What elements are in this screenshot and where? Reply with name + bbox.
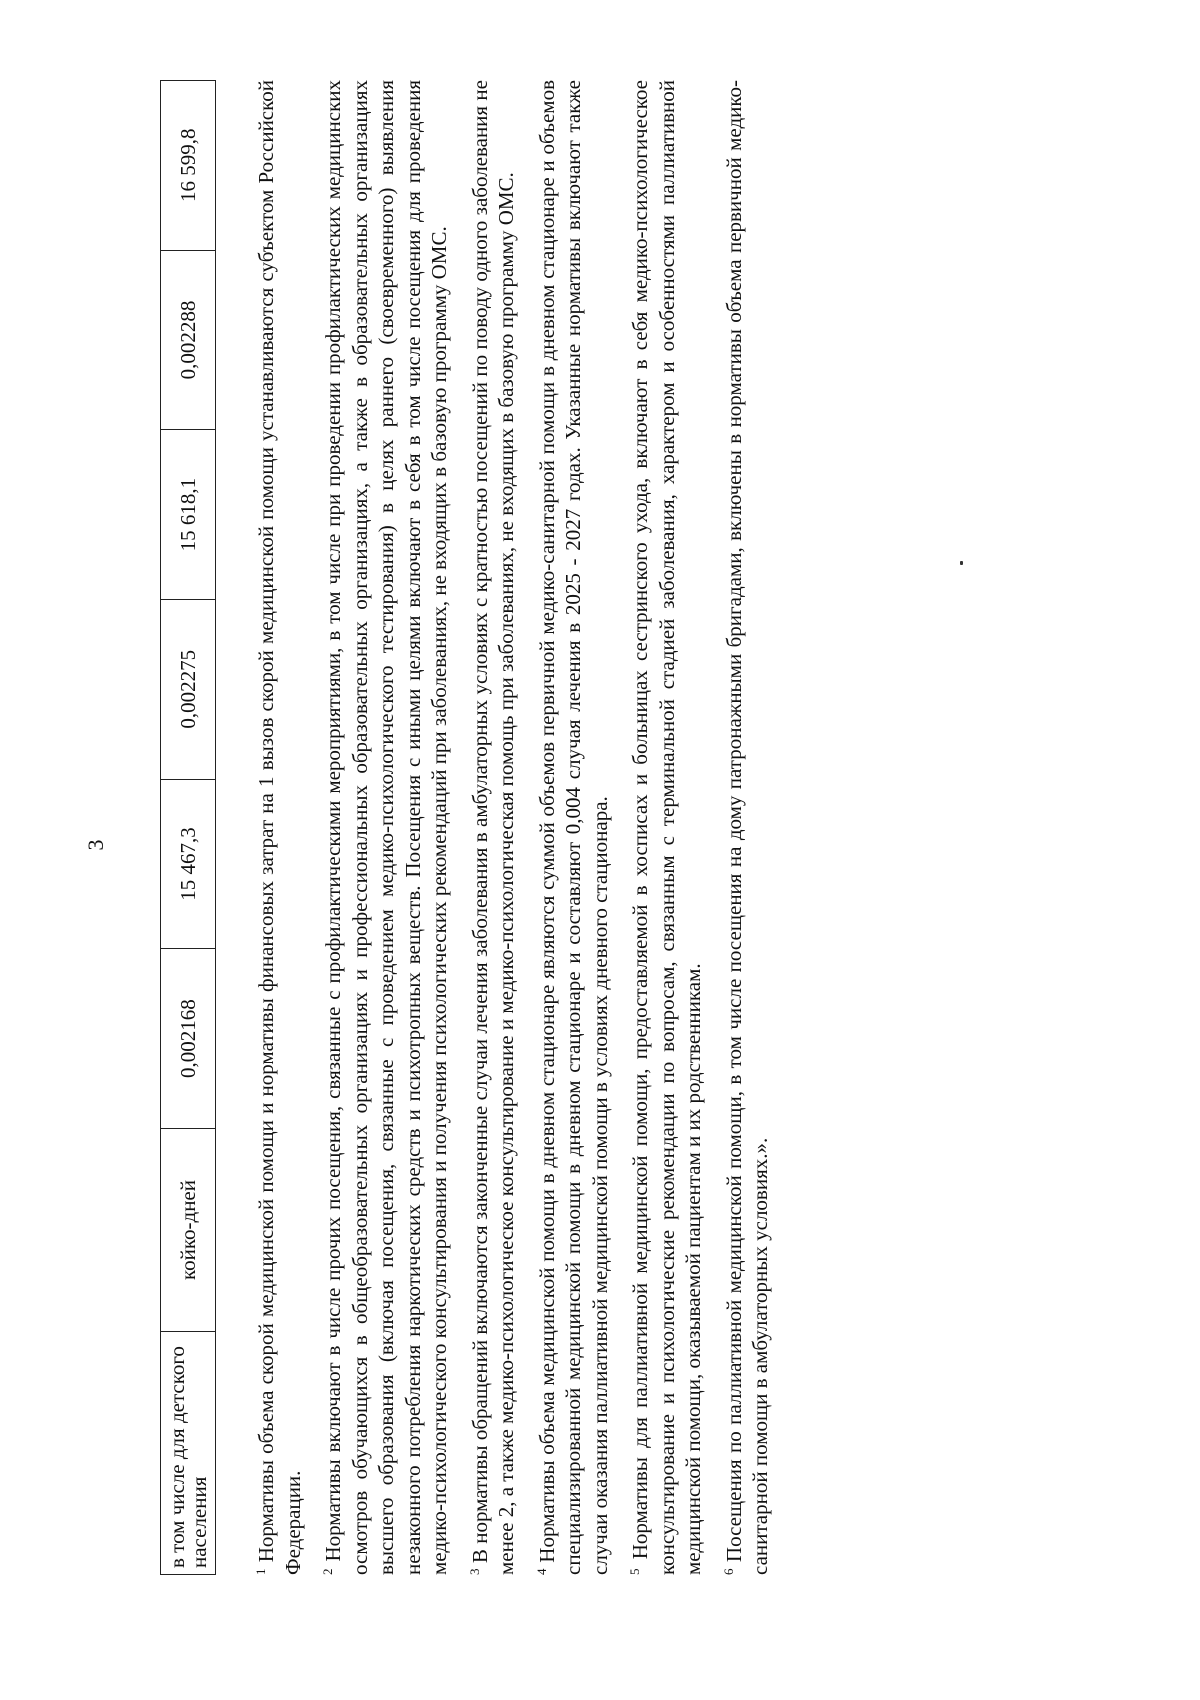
footnote-text: Посещения по паллиативной медицинской помощи, в том числе посещения на дому патронажными бригадами, включены в нормативы объема первичной медико-санитарной помощи в амбулаторных условиях.». bbox=[721, 80, 772, 1575]
footnote-text: Нормативы для паллиативной медицинской помощи, предоставляемой в хосписах и больницах сестринского ухода, включают в себя медико-психологическое консультирование и психологические рекомендации по вопросам, связанным с терминальной стадией заболевания, характером и особенностями паллиативной медицинской помощи, оказываемой пациентам и их родственникам. bbox=[628, 80, 705, 1575]
footnote-mark: 6 bbox=[720, 1568, 736, 1575]
footnote-mark: 4 bbox=[533, 1568, 549, 1575]
footnote-text: В нормативы обращений включаются законченные случаи лечения заболевания в амбулаторных условиях с кратностью посещений по поводу одного заболевания не менее 2, а также медико-психологическое консультирование и медико-психологическая помощь при заболеваниях, не входящих в базовую программу ОМС. bbox=[467, 80, 518, 1575]
footnote-5 bbox=[627, 80, 707, 1575]
table-cell: 16 599,8 bbox=[161, 81, 216, 251]
footnote-2 bbox=[320, 80, 453, 1575]
table-cell: 0,002168 bbox=[161, 949, 216, 1129]
norms-table bbox=[160, 80, 216, 1575]
scan-speck bbox=[960, 561, 963, 565]
row-label: в том числе для детского населения bbox=[161, 1332, 216, 1575]
footnote-text: Нормативы включают в числе прочих посещения, связанные с профилактическими мероприятиями, в том числе при проведении профилактических медицинских осмотров обучающихся в общеобразовательных организациях и профессиональных образовательных организациях, а также в образовательных организациях высшего образования (включая посещения, связанные с проведением медико-психологического тестирования) в целях раннего (своевременного) выявления незаконного потребления наркотических средств и психотропных веществ. Посещения с иными целями включают в себя в том числе посещения для проведения медико-психологического консультирования и получения психологических рекомендаций при заболеваниях, не входящих в базовую программу ОМС. bbox=[321, 79, 451, 1575]
table-row bbox=[161, 81, 216, 1575]
page-number: 3 bbox=[83, 839, 108, 851]
footnote-mark: 5 bbox=[627, 1568, 642, 1575]
table-cell: 0,002288 bbox=[161, 250, 216, 430]
footnote-4 bbox=[534, 80, 614, 1575]
table-cell: 15 467,3 bbox=[161, 779, 216, 949]
footnotes bbox=[253, 80, 788, 1575]
footnote-6 bbox=[721, 80, 774, 1575]
table-cell: 15 618,1 bbox=[161, 430, 216, 600]
footnote-1 bbox=[253, 80, 306, 1575]
table-cell: 0,002275 bbox=[161, 599, 216, 779]
footnote-text: Нормативы объема скорой медицинской помощи и нормативы финансовых затрат на 1 вызов скорой медицинской помощи устанавливаются субъектом Российской Федерации. bbox=[254, 80, 305, 1575]
footnote-mark: 3 bbox=[466, 1568, 482, 1575]
footnote-3 bbox=[467, 80, 520, 1575]
footnote-mark: 2 bbox=[320, 1568, 335, 1575]
row-unit: койко-дней bbox=[161, 1129, 216, 1332]
rotated-page bbox=[65, 45, 1165, 1645]
footnote-text: Нормативы объема медицинской помощи в дневном стационаре являются суммой объемов первичной медико-санитарной помощи в дневном стационаре и объемов специализированной медицинской помощи в дневном стационаре и составляют 0,004 случая лечения в 2025 - 2027 годах. Указанные нормативы включают также случаи оказания паллиативной медицинской помощи в условиях дневного стационара. bbox=[534, 80, 612, 1575]
footnote-mark: 1 bbox=[253, 1568, 268, 1575]
